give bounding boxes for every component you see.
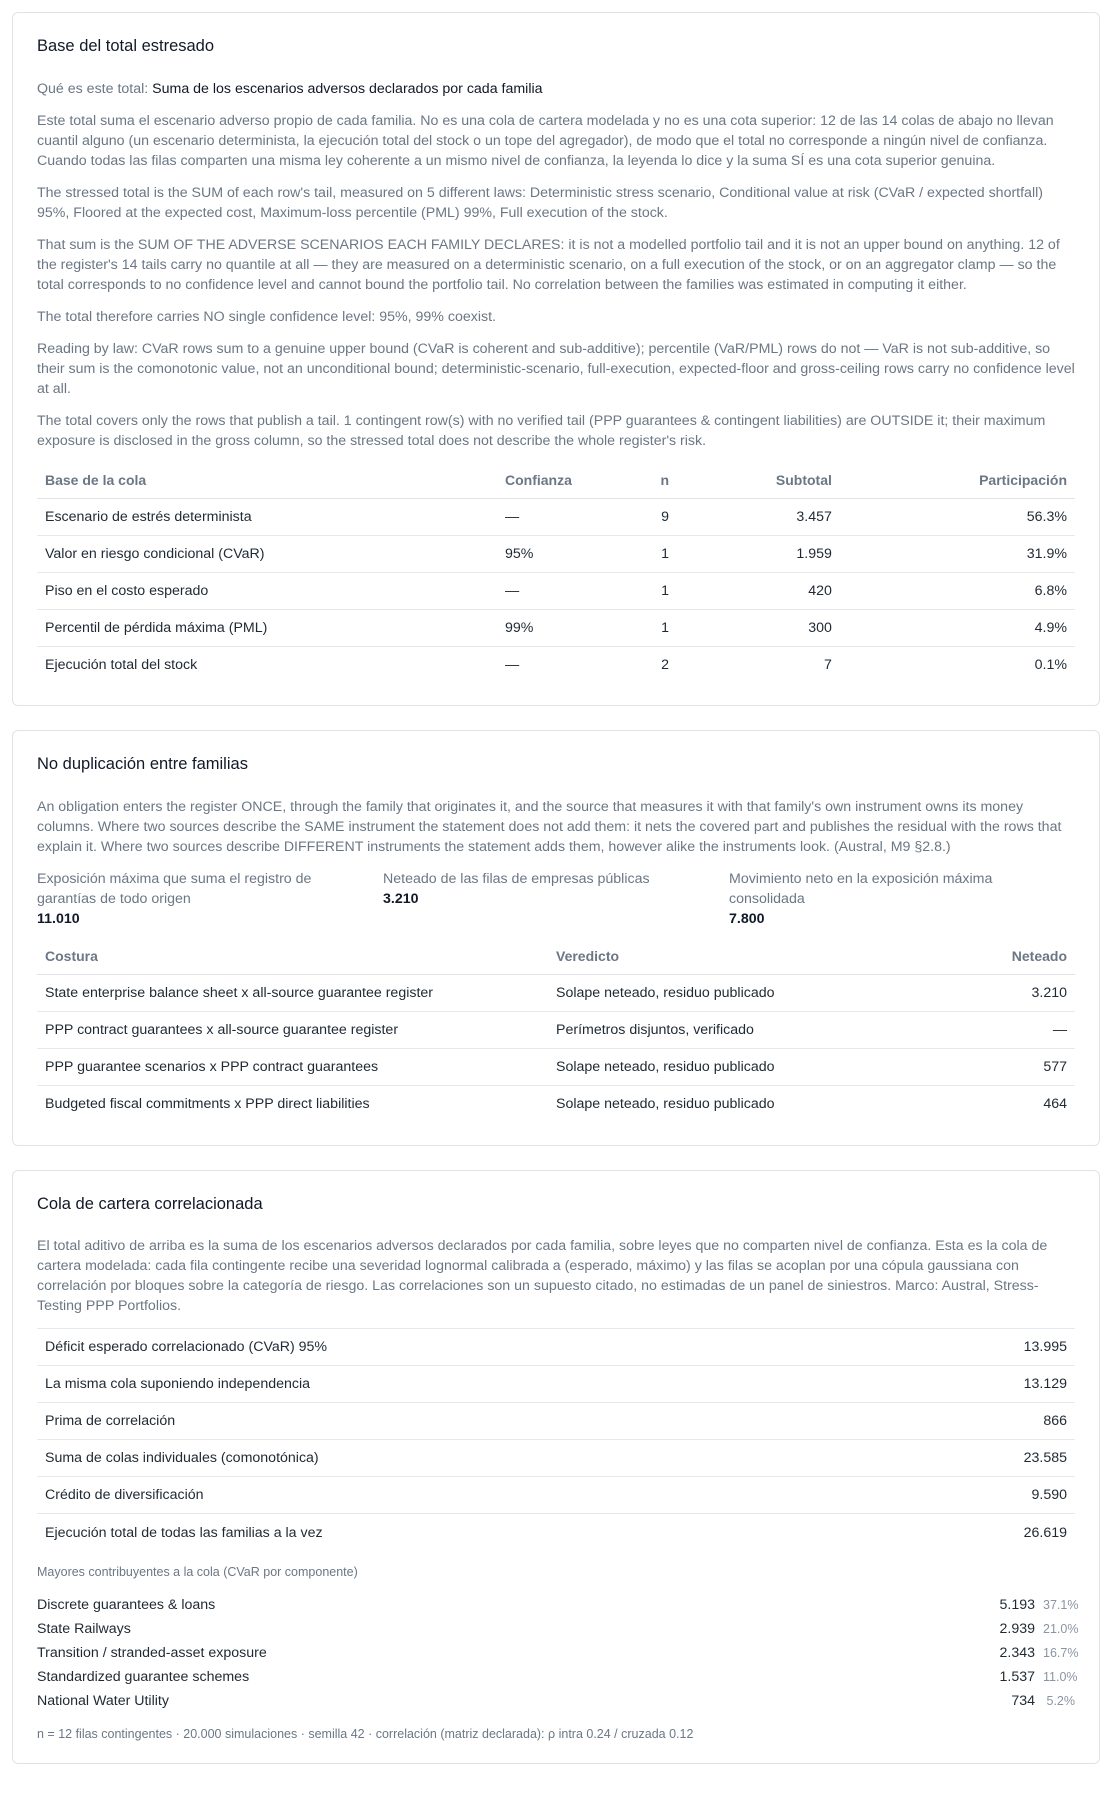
table-row bbox=[37, 1403, 1075, 1440]
cell-basis: Percentil de pérdida máxima (PML) bbox=[37, 609, 497, 646]
kv-value: 23.585 bbox=[902, 1440, 1075, 1477]
kv-label: Crédito de diversificación bbox=[37, 1477, 902, 1514]
table-row bbox=[37, 1366, 1075, 1403]
contributors-title: Mayores contribuyentes a la cola (CVaR por componente) bbox=[37, 1564, 358, 1579]
col-header-subtotal: Subtotal bbox=[677, 463, 840, 499]
cell-n: 1 bbox=[647, 535, 677, 572]
simulation-footnote: n = 12 filas contingentes · 20.000 simulaciones · semilla 42 · correlación (matriz declarada): ρ intra 0.24 / cruzada 0.12 bbox=[37, 1726, 694, 1741]
table-header-row bbox=[37, 939, 1075, 975]
metric-max-exposure bbox=[37, 869, 383, 929]
metric-net-movement bbox=[729, 869, 1075, 929]
cell-n: 9 bbox=[647, 498, 677, 535]
table-row bbox=[37, 1049, 1075, 1086]
list-item bbox=[37, 1689, 1075, 1713]
cell-confidence: — bbox=[497, 498, 647, 535]
metric-netting bbox=[383, 869, 729, 929]
cell-basis: Ejecución total del stock bbox=[45, 657, 198, 674]
contributor-name: State Railways bbox=[37, 1620, 131, 1637]
stressed-paragraph-1: Este total suma el escenario adverso propio de cada familia. No es una cola de cartera modelada y no es una cota superior: 12 de las 14 colas de abajo no llevan cuantil alguno (un escenario determinista, la ejecución total del stock o un tope del agregador), de modo que el total no corresponde a ningún nivel de confianza. Cuando todas las filas comparten una misma ley coherente a un mismo nivel de confianza, la leyenda lo dice y la suma SÍ es una cota superior genuina. bbox=[37, 112, 1054, 169]
col-header-share: Participación bbox=[840, 463, 1075, 499]
correlated-tail-paragraph: El total aditivo de arriba es la suma de los escenarios adversos declarados por cada familia, sobre leyes que no comparten nivel de confianza. Esta es la cola de cartera modelada: cada fila contingente recibe una severidad lognormal calibrada a (esperado, máximo) y las filas se acoplan por una cópula gaussiana con correlación por bloques sobre la categoría de riesgo. Las correlaciones son un supuesto citado, no estimadas de un panel de siniestros. Marco: Austral, Stress-Testing PPP Portfolios. bbox=[37, 1238, 1048, 1315]
table-header-row bbox=[37, 463, 1075, 499]
stressed-paragraph-2: The stressed total is the SUM of each row's tail, measured on 5 different laws: Deterministic stress scenario, Conditional value at risk (CVaR / expected shortfall) 95%, Floored at the expected cost, Maximum-loss percentile (PML) 99%, Full execution of the stock. bbox=[37, 184, 1043, 221]
netting-metrics bbox=[37, 869, 1075, 929]
cell-seam: PPP contract guarantees x all-source guarantee register bbox=[37, 1012, 548, 1049]
seams-table bbox=[37, 939, 1075, 1123]
kv-value: 9.590 bbox=[902, 1477, 1075, 1514]
cell-seam: State enterprise balance sheet x all-source guarantee register bbox=[37, 975, 548, 1012]
table-row bbox=[37, 535, 1075, 572]
cell-seam: Budgeted fiscal commitments x PPP direct liabilities bbox=[45, 1096, 370, 1113]
kv-label: La misma cola suponiendo independencia bbox=[37, 1366, 902, 1403]
contributor-pct: 5.2% bbox=[1046, 1693, 1075, 1708]
no-duplication-card bbox=[12, 730, 1100, 1145]
cell-netted: 464 bbox=[1043, 1096, 1067, 1113]
contributor-pct: 11.0% bbox=[1043, 1669, 1078, 1684]
cell-confidence: — bbox=[497, 572, 647, 609]
list-item bbox=[37, 1593, 1079, 1617]
table-row bbox=[37, 1012, 1075, 1049]
contributor-value: 2.939 bbox=[999, 1620, 1035, 1637]
cell-n: 2 bbox=[661, 657, 669, 674]
cell-share: 0.1% bbox=[1034, 657, 1067, 674]
contributor-pct: 21.0% bbox=[1043, 1621, 1079, 1636]
contributor-value: 5.193 bbox=[999, 1596, 1035, 1613]
kv-value: 26.619 bbox=[1023, 1524, 1067, 1541]
kv-value: 13.129 bbox=[902, 1366, 1075, 1403]
correlated-tail-card bbox=[12, 1170, 1100, 1764]
col-header-verdict: Veredicto bbox=[548, 939, 952, 975]
contributor-name: Standardized guarantee schemes bbox=[37, 1668, 250, 1685]
correlated-tail-table bbox=[37, 1328, 1075, 1551]
cell-subtotal: 420 bbox=[677, 572, 840, 609]
list-item bbox=[37, 1665, 1078, 1689]
contributor-value: 2.343 bbox=[999, 1644, 1035, 1661]
stressed-paragraph-4: The total therefore carries NO single confidence level: 95%, 99% coexist. bbox=[37, 308, 496, 325]
stressed-paragraph-3: That sum is the SUM OF THE ADVERSE SCENARIOS EACH FAMILY DECLARES: it is not a modelled portfolio tail and it is not an upper bound on anything. 12 of the register's 14 tails carry no quantile at all — they are measured on a deterministic scenario, on a full execution of the stock, or on an aggregator clamp — so the total corresponds to no confidence level and cannot bound the portfolio tail. No correlation between the families was estimated in computing it either. bbox=[37, 236, 1060, 293]
col-header-confidence: Confianza bbox=[497, 463, 647, 499]
kv-value: 13.995 bbox=[902, 1329, 1075, 1366]
cell-verdict: Solape neteado, residuo publicado bbox=[548, 975, 952, 1012]
cell-netted: 577 bbox=[952, 1049, 1075, 1086]
col-header-basis: Base de la cola bbox=[37, 463, 497, 499]
cell-subtotal: 7 bbox=[823, 657, 832, 674]
cell-verdict: Perímetros disjuntos, verificado bbox=[548, 1012, 952, 1049]
list-item bbox=[37, 1617, 1079, 1641]
no-duplication-title: No duplicación entre familias bbox=[37, 755, 248, 774]
stressed-total-title: Base del total estresado bbox=[37, 37, 215, 55]
metric-value: 7.800 bbox=[729, 911, 765, 928]
cell-verdict: Solape neteado, residuo publicado bbox=[548, 1049, 952, 1086]
kv-label: Ejecución total de todas las familias a la vez bbox=[45, 1524, 323, 1541]
kv-label: Déficit esperado correlacionado (CVaR) 95% bbox=[37, 1329, 902, 1366]
table-row bbox=[37, 1086, 1075, 1123]
metric-label: Exposición máxima que suma el registro de garantías de todo origen bbox=[37, 871, 312, 908]
table-row bbox=[37, 975, 1075, 1012]
contributor-name: Discrete guarantees & loans bbox=[37, 1596, 216, 1613]
metric-value: 11.010 bbox=[37, 911, 80, 928]
cell-confidence: 95% bbox=[497, 535, 647, 572]
cell-basis: Piso en el costo esperado bbox=[37, 572, 497, 609]
cell-subtotal: 1.959 bbox=[677, 535, 840, 572]
col-header-seam: Costura bbox=[37, 939, 548, 975]
table-row bbox=[37, 1440, 1075, 1477]
stressed-total-card bbox=[12, 12, 1100, 706]
cell-basis: Escenario de estrés determinista bbox=[37, 498, 497, 535]
list-item bbox=[37, 1641, 1079, 1665]
contributor-value: 734 bbox=[1011, 1692, 1035, 1709]
table-row bbox=[37, 1477, 1075, 1514]
contributor-name: Transition / stranded-asset exposure bbox=[37, 1644, 267, 1661]
total-definition-value: Suma de los escenarios adversos declarados por cada familia bbox=[152, 80, 543, 97]
col-header-n: n bbox=[647, 463, 677, 499]
metric-label: Neteado de las filas de empresas públicas bbox=[383, 871, 650, 888]
metric-label: Movimiento neto en la exposición máxima consolidada bbox=[729, 871, 993, 908]
table-row bbox=[37, 1514, 1075, 1551]
cell-share: 56.3% bbox=[840, 498, 1075, 535]
total-definition-label: Qué es este total: bbox=[37, 80, 149, 97]
no-duplication-paragraph: An obligation enters the register ONCE, through the family that originates it, and the source that measures it with that family's own instrument owns its money columns. Where two sources describe the SAME instrument the statement does not add them: it nets the covered part and publishes the residual with the rows that explain it. Where two sources describe DIFFERENT instruments the statement adds them, however alike the instruments look. (Austral, M9 §2.8.) bbox=[37, 799, 1062, 856]
table-row bbox=[37, 1329, 1075, 1366]
stressed-paragraph-6: The total covers only the rows that publish a tail. 1 contingent row(s) with no verified tail (PPP guarantees & contingent liabilities) are OUTSIDE it; their maximum exposure is disclosed in the gross column, so the stressed total does not describe the whole register's risk. bbox=[37, 412, 1046, 449]
table-row bbox=[37, 646, 1075, 683]
cell-subtotal: 3.457 bbox=[677, 498, 840, 535]
cell-netted: — bbox=[952, 1012, 1075, 1049]
tail-basis-table bbox=[37, 463, 1075, 684]
col-header-netted: Neteado bbox=[952, 939, 1075, 975]
contributors-list bbox=[37, 1593, 1079, 1713]
table-row bbox=[37, 498, 1075, 535]
kv-label: Prima de correlación bbox=[37, 1403, 902, 1440]
cell-share: 31.9% bbox=[840, 535, 1075, 572]
correlated-tail-title: Cola de cartera correlacionada bbox=[37, 1194, 263, 1213]
contributor-name: National Water Utility bbox=[37, 1692, 169, 1709]
kv-label: Suma de colas individuales (comonotónica) bbox=[37, 1440, 902, 1477]
stressed-paragraph-5: Reading by law: CVaR rows sum to a genuine upper bound (CVaR is coherent and sub-additive); percentile (VaR/PML) rows do not — VaR is not sub-additive, so their sum is the comonotonic value, not an unconditional bound; deterministic-scenario, full-execution, expected-floor and gross-ceiling rows carry no confidence level at all. bbox=[37, 340, 1075, 397]
cell-confidence: 99% bbox=[497, 609, 647, 646]
total-definition bbox=[37, 79, 1075, 99]
cell-verdict: Solape neteado, residuo publicado bbox=[556, 1096, 775, 1113]
contributor-pct: 37.1% bbox=[1043, 1597, 1079, 1612]
cell-n: 1 bbox=[647, 609, 677, 646]
cell-n: 1 bbox=[647, 572, 677, 609]
cell-share: 4.9% bbox=[840, 609, 1075, 646]
table-row bbox=[37, 572, 1075, 609]
kv-value: 866 bbox=[902, 1403, 1075, 1440]
cell-confidence: — bbox=[505, 657, 520, 674]
cell-subtotal: 300 bbox=[677, 609, 840, 646]
cell-seam: PPP guarantee scenarios x PPP contract guarantees bbox=[37, 1049, 548, 1086]
contributor-pct: 16.7% bbox=[1043, 1645, 1079, 1660]
metric-value: 3.210 bbox=[383, 891, 419, 908]
contributor-value: 1.537 bbox=[999, 1668, 1035, 1685]
cell-basis: Valor en riesgo condicional (CVaR) bbox=[37, 535, 497, 572]
cell-netted: 3.210 bbox=[952, 975, 1075, 1012]
cell-share: 6.8% bbox=[840, 572, 1075, 609]
table-row bbox=[37, 609, 1075, 646]
